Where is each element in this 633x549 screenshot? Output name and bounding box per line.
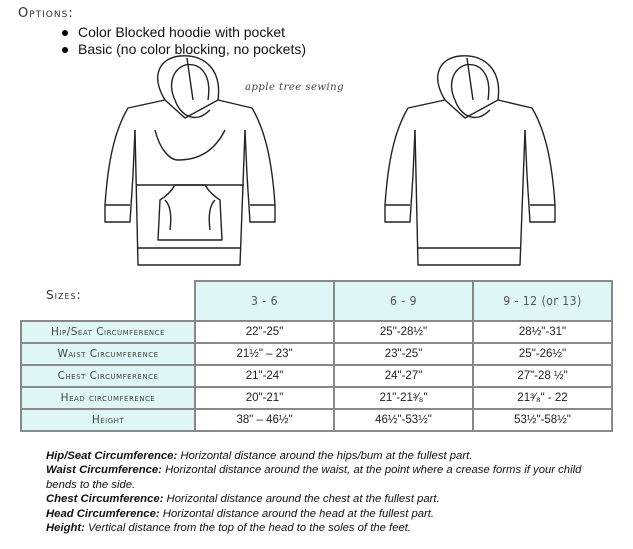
measurement-definitions bbox=[46, 449, 606, 535]
definition-term: Hip/Seat Circumference: bbox=[46, 450, 178, 462]
column-header: 9 - 12 (or 13) bbox=[473, 281, 612, 321]
table-cell: 25"-28½" bbox=[334, 321, 473, 343]
definition-item bbox=[46, 492, 606, 506]
table-cell: 53½"-58½" bbox=[473, 409, 612, 431]
definition-text: Horizontal distance around the waist, at the point where a crease forms if your child bends to the side. bbox=[46, 464, 582, 491]
row-label: Waist Circumference bbox=[21, 343, 195, 365]
table-cell: 27"-28 ½" bbox=[473, 365, 612, 387]
table-cell: 21³⁄₈" - 22 bbox=[473, 387, 612, 409]
column-header: 3 - 6 bbox=[195, 281, 334, 321]
definition-item bbox=[46, 449, 606, 463]
table-cell: 38" – 46½" bbox=[195, 409, 334, 431]
row-label: Chest Circumference bbox=[21, 365, 195, 387]
table-row bbox=[21, 343, 612, 365]
table-row bbox=[21, 321, 612, 343]
table-cell: 21"-24" bbox=[195, 365, 334, 387]
table-cell: 21½" – 23" bbox=[195, 343, 334, 365]
row-label: Hip/Seat Circumference bbox=[21, 321, 195, 343]
definition-text: Horizontal distance around the head at the fullest part. bbox=[159, 507, 435, 520]
table-row bbox=[21, 365, 612, 387]
options-title: Options: bbox=[18, 6, 74, 21]
definition-text: Horizontal distance around the hips/bum at the fullest part. bbox=[177, 450, 473, 462]
definition-term: Head Circumference: bbox=[46, 507, 160, 520]
definition-item bbox=[46, 521, 606, 535]
table-cell: 22"-25" bbox=[195, 321, 334, 343]
row-label: Head circumference bbox=[21, 387, 195, 409]
option-item: Color Blocked hoodie with pocket bbox=[62, 24, 306, 41]
table-cell: 25"-26½" bbox=[473, 343, 612, 365]
table-cell: 23"-25" bbox=[334, 343, 473, 365]
basic-hoodie-drawing bbox=[385, 56, 555, 265]
definition-term: Chest Circumference: bbox=[46, 493, 164, 506]
option-item: Basic (no color blocking, no pockets) bbox=[62, 41, 306, 58]
definition-text: Vertical distance from the top of the head to the soles of the feet. bbox=[84, 522, 412, 535]
sizes-title: Sizes: bbox=[46, 288, 82, 302]
table-cell: 28½"-31" bbox=[473, 321, 612, 343]
table-header-row bbox=[21, 281, 612, 321]
definition-term: Waist Circumference: bbox=[46, 464, 162, 477]
table-row bbox=[21, 409, 612, 431]
options-list bbox=[62, 24, 306, 58]
row-label: Height bbox=[21, 409, 195, 431]
column-header: 6 - 9 bbox=[334, 281, 473, 321]
table-cell: 20"-21" bbox=[195, 387, 334, 409]
definition-item bbox=[46, 507, 606, 521]
brand-logo: apple tree sewing bbox=[245, 82, 345, 93]
definition-text: Horizontal distance around the chest at the fullest part. bbox=[163, 493, 440, 506]
table-cell: 21"-21³⁄₈" bbox=[334, 387, 473, 409]
table-row bbox=[21, 387, 612, 409]
table-cell: 24"-27" bbox=[334, 365, 473, 387]
definition-item bbox=[46, 463, 606, 492]
table-cell: 46½"-53½" bbox=[334, 409, 473, 431]
size-chart-table bbox=[20, 280, 613, 432]
definition-term: Height: bbox=[46, 522, 85, 535]
